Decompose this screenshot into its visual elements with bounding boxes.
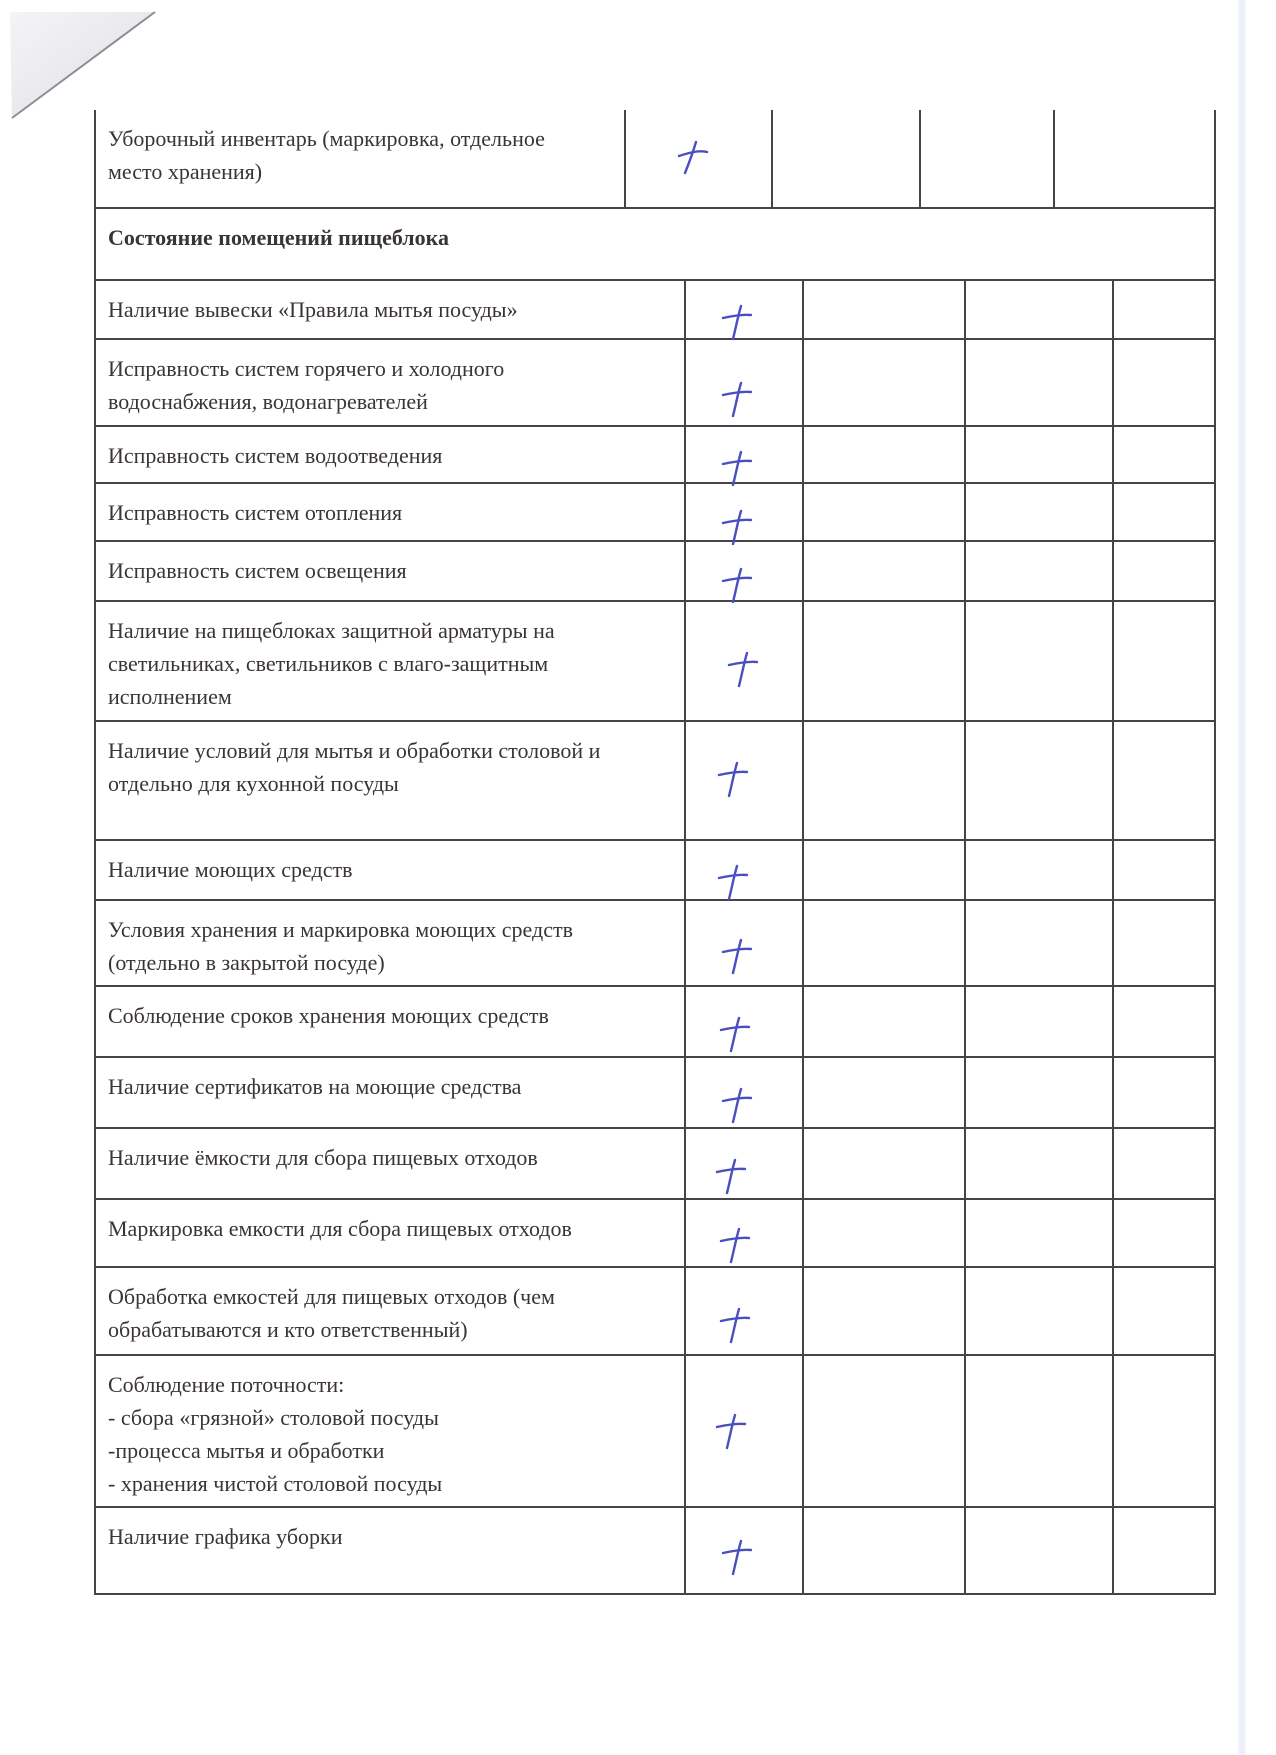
- empty-cell: [964, 427, 1112, 482]
- section-cell: [94, 209, 1216, 279]
- empty-cell: [964, 722, 1112, 839]
- criterion-cell: [94, 542, 684, 600]
- criterion-cell: [94, 602, 684, 720]
- criterion-cell: [94, 1058, 684, 1127]
- criterion-text: Обработка емкостей для пищевых отходов (чем обрабатываются и кто ответственный): [108, 1284, 555, 1342]
- handwritten-plus-mark: [714, 1157, 748, 1195]
- empty-cell: [771, 110, 919, 207]
- criterion-cell: [94, 1200, 684, 1266]
- empty-cell: [802, 1508, 964, 1593]
- scan-edge-band: [1238, 0, 1246, 1755]
- empty-cell: [1112, 1268, 1216, 1354]
- page-corner-fold: [0, 0, 160, 125]
- criterion-cell: [94, 901, 684, 985]
- check-cell: [684, 1129, 802, 1198]
- criterion-cell: [94, 1129, 684, 1198]
- criterion-text: Наличие сертификатов на моющие средства: [108, 1074, 522, 1099]
- check-cell: [684, 1058, 802, 1127]
- empty-cell: [1053, 110, 1216, 207]
- criterion-text: Наличие графика уборки: [108, 1524, 343, 1549]
- empty-cell: [964, 542, 1112, 600]
- criterion-text: Наличие условий для мытья и обработки столовой и отдельно для кухонной посуды: [108, 738, 601, 796]
- table-row: [94, 1200, 1216, 1268]
- empty-cell: [1112, 542, 1216, 600]
- empty-cell: [964, 1200, 1112, 1266]
- table-row: [94, 841, 1216, 901]
- criterion-text: Уборочный инвентарь (маркировка, отдельное место хранения): [108, 126, 545, 184]
- table-row: [94, 484, 1216, 542]
- empty-cell: [1112, 841, 1216, 899]
- empty-cell: [1112, 1356, 1216, 1506]
- handwritten-plus-mark: [716, 863, 750, 901]
- empty-cell: [964, 1508, 1112, 1593]
- handwritten-plus-mark: [714, 1412, 748, 1450]
- check-cell: [624, 110, 771, 207]
- table-row: [94, 901, 1216, 987]
- handwritten-plus-mark: [676, 138, 710, 176]
- empty-cell: [964, 901, 1112, 985]
- handwritten-plus-mark: [720, 449, 754, 487]
- empty-cell: [1112, 901, 1216, 985]
- empty-cell: [802, 1268, 964, 1354]
- empty-cell: [1112, 340, 1216, 425]
- check-cell: [684, 901, 802, 985]
- empty-cell: [1112, 1508, 1216, 1593]
- handwritten-plus-mark: [718, 1306, 752, 1344]
- check-cell: [684, 542, 802, 600]
- check-cell: [684, 340, 802, 425]
- table-row: [94, 1058, 1216, 1129]
- table-row: [94, 1508, 1216, 1595]
- empty-cell: [1112, 427, 1216, 482]
- handwritten-plus-mark: [720, 1538, 754, 1576]
- criterion-text: Наличие на пищеблоках защитной арматуры на светильниках, светильников с влаго-защитным исполнением: [108, 618, 555, 709]
- check-cell: [684, 602, 802, 720]
- empty-cell: [964, 602, 1112, 720]
- criterion-cell: [94, 841, 684, 899]
- criterion-text: Соблюдение сроков хранения моющих средств: [108, 1003, 549, 1028]
- handwritten-plus-mark: [716, 760, 750, 798]
- empty-cell: [802, 1356, 964, 1506]
- handwritten-plus-mark: [718, 1015, 752, 1053]
- criterion-cell: [94, 987, 684, 1056]
- criterion-text: Наличие ёмкости для сбора пищевых отходов: [108, 1145, 538, 1170]
- table-row: [94, 602, 1216, 722]
- empty-cell: [964, 281, 1112, 338]
- empty-cell: [802, 722, 964, 839]
- empty-cell: [1112, 1129, 1216, 1198]
- criterion-text: Условия хранения и маркировка моющих средств (отдельно в закрытой посуде): [108, 917, 573, 975]
- empty-cell: [802, 987, 964, 1056]
- empty-cell: [1112, 602, 1216, 720]
- handwritten-plus-mark: [720, 1086, 754, 1124]
- criterion-text: Наличие моющих средств: [108, 857, 353, 882]
- checklist-table: [94, 110, 1216, 1595]
- check-cell: [684, 281, 802, 338]
- check-cell: [684, 427, 802, 482]
- empty-cell: [919, 110, 1053, 207]
- empty-cell: [1112, 1058, 1216, 1127]
- criterion-cell: [94, 281, 684, 338]
- empty-cell: [802, 1058, 964, 1127]
- criterion-cell: [94, 722, 684, 839]
- empty-cell: [802, 1129, 964, 1198]
- handwritten-plus-mark: [720, 380, 754, 418]
- check-cell: [684, 484, 802, 540]
- empty-cell: [1112, 281, 1216, 338]
- empty-cell: [1112, 722, 1216, 839]
- empty-cell: [802, 281, 964, 338]
- section-header-row: [94, 209, 1216, 281]
- check-cell: [684, 1200, 802, 1266]
- table-row: [94, 427, 1216, 484]
- empty-cell: [964, 340, 1112, 425]
- empty-cell: [802, 841, 964, 899]
- check-cell: [684, 1508, 802, 1593]
- handwritten-plus-mark: [726, 650, 760, 688]
- criterion-text: Маркировка емкости для сбора пищевых отходов: [108, 1216, 572, 1241]
- check-cell: [684, 987, 802, 1056]
- handwritten-plus-mark: [720, 937, 754, 975]
- empty-cell: [964, 484, 1112, 540]
- criterion-cell: [94, 484, 684, 540]
- empty-cell: [802, 484, 964, 540]
- table-row: [94, 1356, 1216, 1508]
- table-row: [94, 722, 1216, 841]
- empty-cell: [1112, 1200, 1216, 1266]
- criterion-text: Соблюдение поточности: - сбора «грязной» столовой посуды -процесса мытья и обработки - хранения чистой столовой посуды: [108, 1372, 443, 1496]
- table-row: [94, 1129, 1216, 1200]
- criterion-text: Исправность систем отопления: [108, 500, 403, 525]
- check-cell: [684, 1268, 802, 1354]
- criterion-text: Наличие вывески «Правила мытья посуды»: [108, 297, 518, 322]
- empty-cell: [1112, 484, 1216, 540]
- handwritten-plus-mark: [718, 1226, 752, 1264]
- table-row: [94, 987, 1216, 1058]
- handwritten-plus-mark: [720, 566, 754, 604]
- criterion-text: Исправность систем водоотведения: [108, 443, 443, 468]
- empty-cell: [802, 340, 964, 425]
- check-cell: [684, 1356, 802, 1506]
- handwritten-plus-mark: [720, 508, 754, 546]
- criterion-cell: [94, 1508, 684, 1593]
- empty-cell: [964, 1268, 1112, 1354]
- empty-cell: [964, 1058, 1112, 1127]
- table-row: [94, 110, 1216, 209]
- criterion-text: Исправность систем горячего и холодного водоснабжения, водонагревателей: [108, 356, 505, 414]
- handwritten-plus-mark: [720, 303, 754, 341]
- table-row: [94, 281, 1216, 340]
- table-row: [94, 542, 1216, 602]
- empty-cell: [802, 602, 964, 720]
- empty-cell: [964, 1356, 1112, 1506]
- check-cell: [684, 722, 802, 839]
- empty-cell: [964, 841, 1112, 899]
- criterion-cell: [94, 340, 684, 425]
- empty-cell: [964, 1129, 1112, 1198]
- section-title: Состояние помещений пищеблока: [108, 225, 449, 250]
- criterion-cell: [94, 110, 624, 207]
- criterion-cell: [94, 427, 684, 482]
- table-row: [94, 1268, 1216, 1356]
- empty-cell: [1112, 987, 1216, 1056]
- empty-cell: [802, 542, 964, 600]
- empty-cell: [802, 427, 964, 482]
- empty-cell: [964, 987, 1112, 1056]
- table-row: [94, 340, 1216, 427]
- empty-cell: [802, 901, 964, 985]
- criterion-cell: [94, 1268, 684, 1354]
- criterion-cell: [94, 1356, 684, 1506]
- criterion-text: Исправность систем освещения: [108, 558, 407, 583]
- check-cell: [684, 841, 802, 899]
- empty-cell: [802, 1200, 964, 1266]
